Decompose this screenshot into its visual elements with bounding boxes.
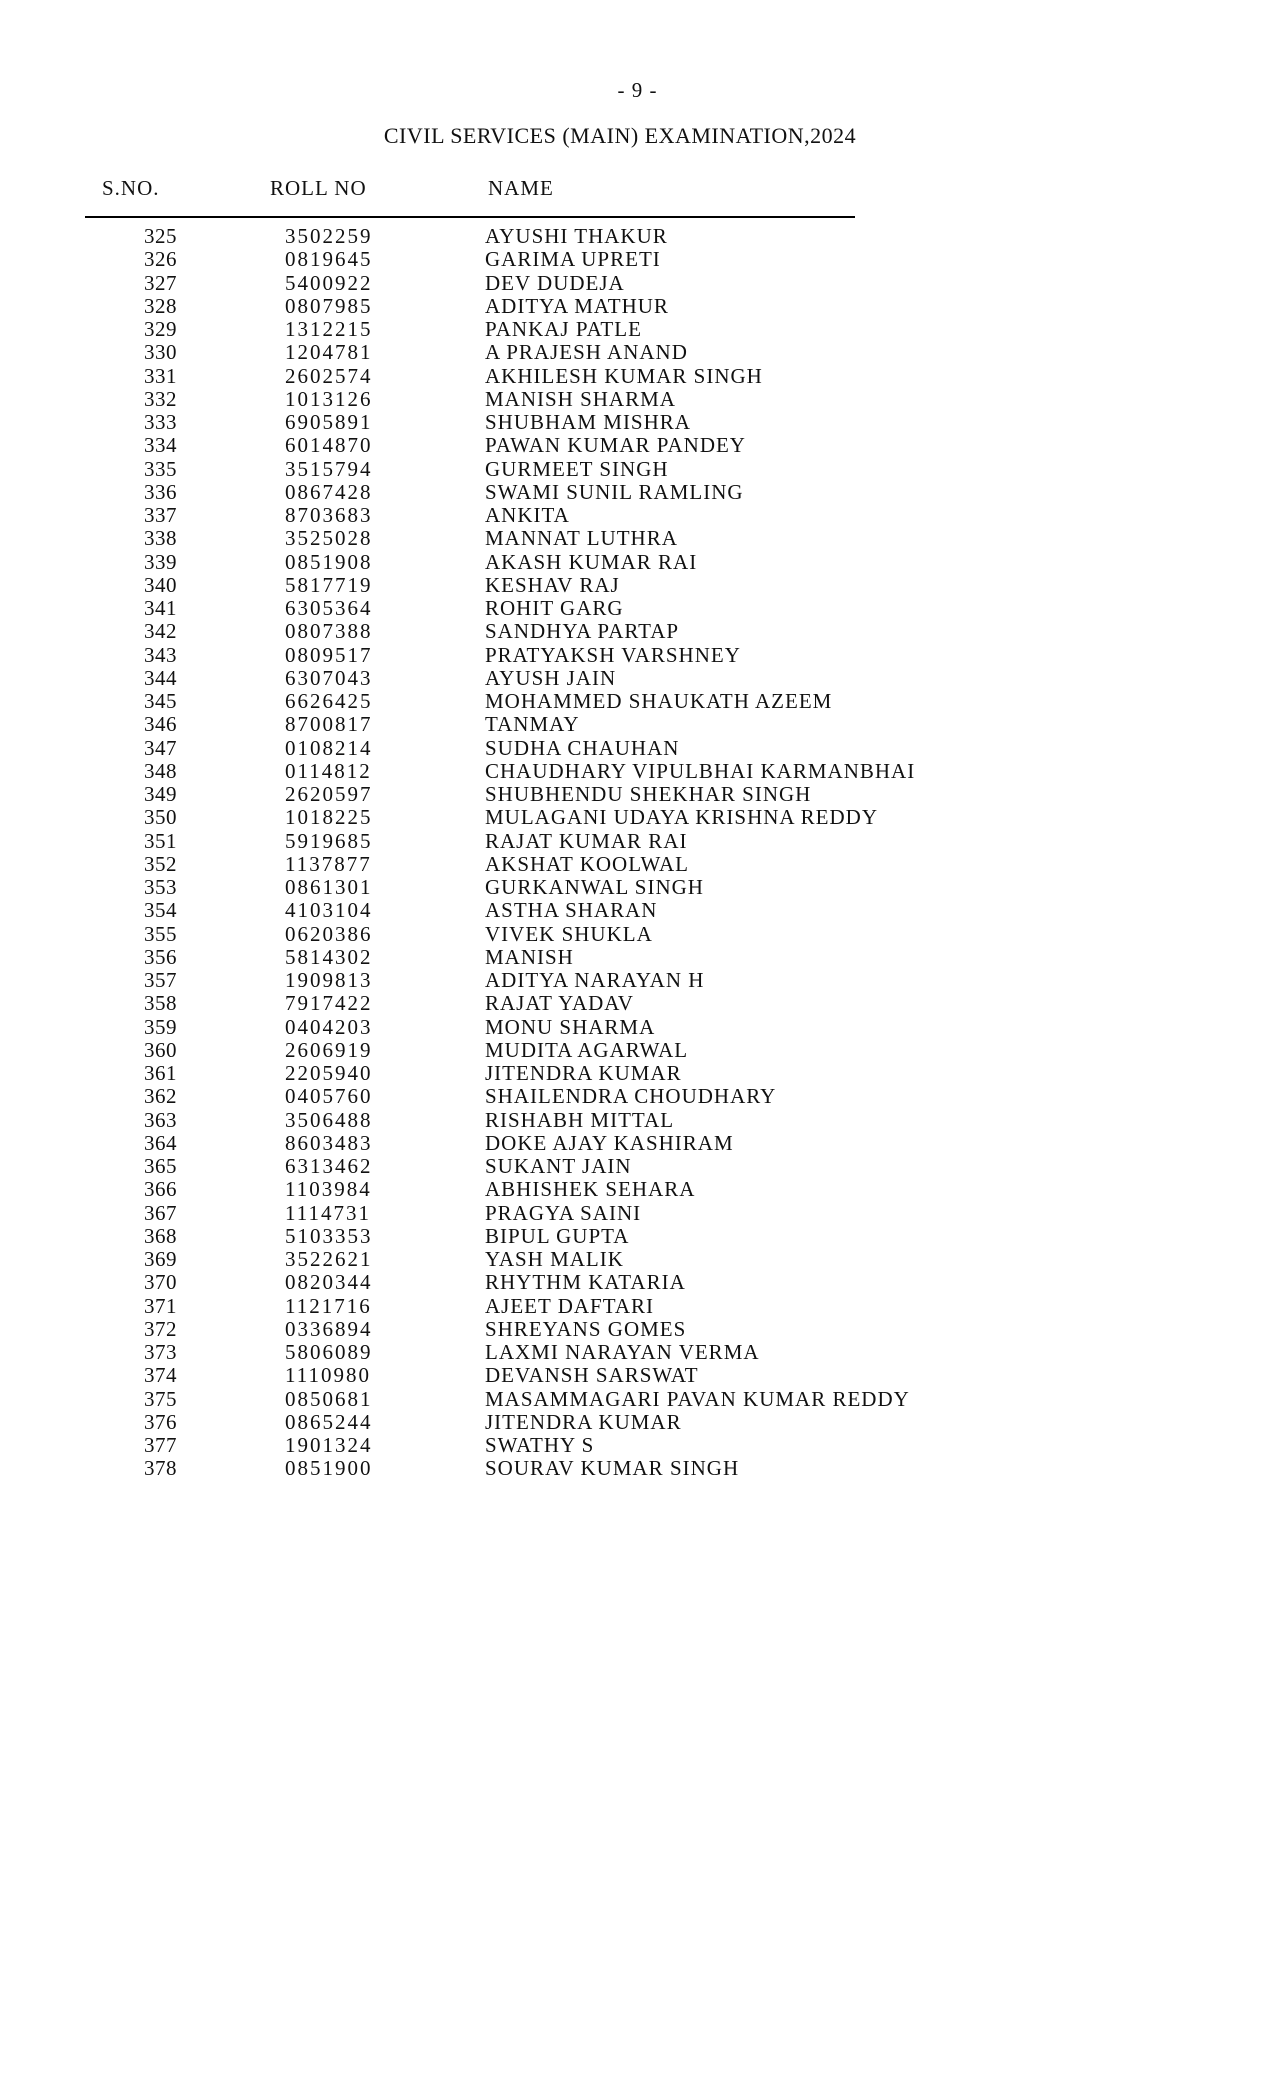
roll-number-cell: 3515794 bbox=[285, 456, 373, 481]
roll-number-cell: 1018225 bbox=[285, 805, 373, 830]
column-header-roll-no: ROLL NO bbox=[270, 176, 367, 200]
candidate-name-cell: SHAILENDRA CHOUDHARY bbox=[485, 1084, 777, 1109]
page-number: - 9 - bbox=[617, 78, 658, 102]
candidate-name-cell: DEVANSH SARSWAT bbox=[485, 1363, 699, 1388]
serial-number-cell: 364 bbox=[144, 1130, 177, 1155]
table-row bbox=[0, 969, 1275, 992]
table-row bbox=[0, 1411, 1275, 1434]
serial-number-cell: 348 bbox=[144, 758, 177, 783]
table-row bbox=[0, 830, 1275, 853]
candidate-name-cell: MONU SHARMA bbox=[485, 1014, 656, 1039]
serial-number-cell: 367 bbox=[144, 1200, 177, 1225]
table-row bbox=[0, 388, 1275, 411]
roll-number-cell: 1901324 bbox=[285, 1433, 373, 1457]
serial-number-cell: 341 bbox=[144, 596, 177, 620]
serial-number-cell: 347 bbox=[144, 735, 177, 760]
serial-number-cell: 374 bbox=[144, 1363, 177, 1388]
serial-number-cell: 378 bbox=[144, 1456, 177, 1481]
table-row bbox=[0, 1202, 1275, 1225]
roll-number-cell: 0620386 bbox=[285, 921, 373, 946]
candidate-name-cell: MANISH bbox=[485, 944, 574, 969]
table-row bbox=[0, 1341, 1275, 1364]
roll-number-cell: 2602574 bbox=[285, 363, 373, 388]
roll-number-cell: 0807985 bbox=[285, 293, 373, 318]
candidate-name-cell: YASH MALIK bbox=[485, 1247, 624, 1271]
roll-number-cell: 2205940 bbox=[285, 1061, 373, 1085]
roll-number-cell: 8703683 bbox=[285, 503, 373, 527]
roll-number-cell: 5400922 bbox=[285, 270, 373, 295]
serial-number-cell: 358 bbox=[144, 991, 177, 1016]
roll-number-cell: 1114731 bbox=[285, 1200, 371, 1225]
roll-number-cell: 0108214 bbox=[285, 735, 373, 760]
candidate-name-cell: VIVEK SHUKLA bbox=[485, 921, 653, 946]
serial-number-cell: 360 bbox=[144, 1037, 177, 1062]
roll-number-cell: 3525028 bbox=[285, 526, 373, 551]
serial-number-cell: 350 bbox=[144, 805, 177, 830]
candidate-name-cell: AKSHAT KOOLWAL bbox=[485, 851, 689, 876]
candidate-name-cell: SUKANT JAIN bbox=[485, 1154, 632, 1178]
roll-number-cell: 5817719 bbox=[285, 572, 373, 597]
table-row bbox=[0, 690, 1275, 713]
table-row bbox=[0, 876, 1275, 899]
roll-number-cell: 0404203 bbox=[285, 1014, 373, 1039]
roll-number-cell: 5814302 bbox=[285, 944, 373, 969]
table-row bbox=[0, 481, 1275, 504]
table-row bbox=[0, 923, 1275, 946]
candidate-name-cell: JITENDRA KUMAR bbox=[485, 1409, 682, 1434]
roll-number-cell: 0819645 bbox=[285, 247, 373, 272]
serial-number-cell: 368 bbox=[144, 1223, 177, 1248]
serial-number-cell: 336 bbox=[144, 479, 177, 504]
serial-number-cell: 332 bbox=[144, 386, 177, 411]
table-row bbox=[0, 1457, 1275, 1480]
candidate-name-cell: DEV DUDEJA bbox=[485, 270, 625, 295]
candidate-name-cell: PRAGYA SAINI bbox=[485, 1200, 642, 1225]
roll-number-cell: 6014870 bbox=[285, 433, 373, 458]
serial-number-cell: 359 bbox=[144, 1014, 177, 1039]
roll-number-cell: 2606919 bbox=[285, 1037, 373, 1062]
serial-number-cell: 375 bbox=[144, 1386, 177, 1411]
table-row bbox=[0, 341, 1275, 364]
roll-number-cell: 5806089 bbox=[285, 1340, 373, 1364]
table-row bbox=[0, 760, 1275, 783]
serial-number-cell: 328 bbox=[144, 293, 177, 318]
table-row bbox=[0, 527, 1275, 550]
candidate-name-cell: SWATHY S bbox=[485, 1433, 595, 1457]
results-table bbox=[0, 225, 1275, 1481]
table-row bbox=[0, 713, 1275, 736]
roll-number-cell: 1204781 bbox=[285, 340, 373, 365]
roll-number-cell: 6305364 bbox=[285, 596, 373, 620]
serial-number-cell: 325 bbox=[144, 224, 177, 248]
table-row bbox=[0, 225, 1275, 248]
candidate-name-cell: SANDHYA PARTAP bbox=[485, 619, 680, 644]
roll-number-cell: 1137877 bbox=[285, 851, 372, 876]
serial-number-cell: 334 bbox=[144, 433, 177, 458]
serial-number-cell: 335 bbox=[144, 456, 177, 481]
serial-number-cell: 355 bbox=[144, 921, 177, 946]
candidate-name-cell: PRATYAKSH VARSHNEY bbox=[485, 642, 741, 667]
candidate-name-cell: ADITYA MATHUR bbox=[485, 293, 669, 318]
candidate-name-cell: PANKAJ PATLE bbox=[485, 317, 642, 341]
table-row bbox=[0, 946, 1275, 969]
candidate-name-cell: CHAUDHARY VIPULBHAI KARMANBHAI bbox=[485, 758, 916, 783]
serial-number-cell: 369 bbox=[144, 1247, 177, 1271]
table-row bbox=[0, 1318, 1275, 1341]
candidate-name-cell: ADITYA NARAYAN H bbox=[485, 968, 705, 992]
candidate-name-cell: GARIMA UPRETI bbox=[485, 247, 661, 272]
roll-number-cell: 5103353 bbox=[285, 1223, 373, 1248]
candidate-name-cell: AYUSH JAIN bbox=[485, 665, 617, 690]
table-row bbox=[0, 1085, 1275, 1108]
roll-number-cell: 8700817 bbox=[285, 712, 373, 737]
roll-number-cell: 5919685 bbox=[285, 828, 373, 853]
roll-number-cell: 0809517 bbox=[285, 642, 373, 667]
table-row bbox=[0, 1271, 1275, 1294]
candidate-name-cell: RAJAT YADAV bbox=[485, 991, 634, 1016]
candidate-name-cell: AJEET DAFTARI bbox=[485, 1293, 655, 1318]
roll-number-cell: 6626425 bbox=[285, 689, 373, 713]
table-row bbox=[0, 1178, 1275, 1201]
serial-number-cell: 340 bbox=[144, 572, 177, 597]
serial-number-cell: 329 bbox=[144, 317, 177, 341]
roll-number-cell: 0405760 bbox=[285, 1084, 373, 1109]
serial-number-cell: 377 bbox=[144, 1433, 177, 1457]
roll-number-cell: 2620597 bbox=[285, 782, 373, 806]
roll-number-cell: 6307043 bbox=[285, 665, 373, 690]
roll-number-cell: 1013126 bbox=[285, 386, 373, 411]
serial-number-cell: 373 bbox=[144, 1340, 177, 1364]
candidate-name-cell: ABHISHEK SEHARA bbox=[485, 1177, 696, 1202]
serial-number-cell: 376 bbox=[144, 1409, 177, 1434]
roll-number-cell: 7917422 bbox=[285, 991, 373, 1016]
table-row bbox=[0, 806, 1275, 829]
candidate-name-cell: ROHIT GARG bbox=[485, 596, 624, 620]
serial-number-cell: 371 bbox=[144, 1293, 177, 1318]
serial-number-cell: 366 bbox=[144, 1177, 177, 1202]
serial-number-cell: 370 bbox=[144, 1270, 177, 1295]
roll-number-cell: 0820344 bbox=[285, 1270, 373, 1295]
table-row bbox=[0, 1364, 1275, 1387]
candidate-name-cell: RISHABH MITTAL bbox=[485, 1107, 675, 1132]
table-row bbox=[0, 644, 1275, 667]
candidate-name-cell: SHUBHAM MISHRA bbox=[485, 410, 691, 434]
table-row bbox=[0, 737, 1275, 760]
serial-number-cell: 345 bbox=[144, 689, 177, 713]
serial-number-cell: 342 bbox=[144, 619, 177, 644]
candidate-name-cell: AKASH KUMAR RAI bbox=[485, 549, 698, 574]
serial-number-cell: 338 bbox=[144, 526, 177, 551]
serial-number-cell: 343 bbox=[144, 642, 177, 667]
roll-number-cell: 0807388 bbox=[285, 619, 373, 644]
table-row bbox=[0, 1295, 1275, 1318]
serial-number-cell: 353 bbox=[144, 875, 177, 899]
roll-number-cell: 0861301 bbox=[285, 875, 373, 899]
candidate-name-cell: BIPUL GUPTA bbox=[485, 1223, 630, 1248]
document-title: CIVIL SERVICES (MAIN) EXAMINATION,2024 bbox=[383, 123, 857, 148]
serial-number-cell: 363 bbox=[144, 1107, 177, 1132]
serial-number-cell: 361 bbox=[144, 1061, 177, 1085]
candidate-name-cell: RHYTHM KATARIA bbox=[485, 1270, 686, 1295]
candidate-name-cell: SWAMI SUNIL RAMLING bbox=[485, 479, 744, 504]
serial-number-cell: 326 bbox=[144, 247, 177, 272]
roll-number-cell: 6313462 bbox=[285, 1154, 373, 1178]
serial-number-cell: 356 bbox=[144, 944, 177, 969]
table-row bbox=[0, 1109, 1275, 1132]
serial-number-cell: 331 bbox=[144, 363, 177, 388]
candidate-name-cell: MOHAMMED SHAUKATH AZEEM bbox=[485, 689, 833, 713]
roll-number-cell: 0865244 bbox=[285, 1409, 373, 1434]
table-row bbox=[0, 899, 1275, 922]
candidate-name-cell: PAWAN KUMAR PANDEY bbox=[485, 433, 746, 458]
roll-number-cell: 1110980 bbox=[285, 1363, 371, 1388]
candidate-name-cell: KESHAV RAJ bbox=[485, 572, 620, 597]
table-row bbox=[0, 853, 1275, 876]
serial-number-cell: 337 bbox=[144, 503, 177, 527]
roll-number-cell: 6905891 bbox=[285, 410, 373, 434]
table-row bbox=[0, 620, 1275, 643]
candidate-name-cell: SOURAV KUMAR SINGH bbox=[485, 1456, 740, 1481]
candidate-name-cell: A PRAJESH ANAND bbox=[485, 340, 688, 365]
roll-number-cell: 1909813 bbox=[285, 968, 373, 992]
roll-number-cell: 4103104 bbox=[285, 898, 373, 923]
serial-number-cell: 349 bbox=[144, 782, 177, 806]
candidate-name-cell: RAJAT KUMAR RAI bbox=[485, 828, 688, 853]
serial-number-cell: 357 bbox=[144, 968, 177, 992]
serial-number-cell: 352 bbox=[144, 851, 177, 876]
candidate-name-cell: SHUBHENDU SHEKHAR SINGH bbox=[485, 782, 812, 806]
candidate-name-cell: AYUSHI THAKUR bbox=[485, 224, 668, 248]
table-row bbox=[0, 1225, 1275, 1248]
table-row bbox=[0, 411, 1275, 434]
serial-number-cell: 351 bbox=[144, 828, 177, 853]
roll-number-cell: 0851908 bbox=[285, 549, 373, 574]
serial-number-cell: 344 bbox=[144, 665, 177, 690]
roll-number-cell: 1312215 bbox=[285, 317, 373, 341]
candidate-name-cell: MANISH SHARMA bbox=[485, 386, 676, 411]
candidate-name-cell: DOKE AJAY KASHIRAM bbox=[485, 1130, 734, 1155]
candidate-name-cell: SUDHA CHAUHAN bbox=[485, 735, 680, 760]
roll-number-cell: 0867428 bbox=[285, 479, 373, 504]
table-row bbox=[0, 1155, 1275, 1178]
table-row bbox=[0, 272, 1275, 295]
serial-number-cell: 362 bbox=[144, 1084, 177, 1109]
serial-number-cell: 346 bbox=[144, 712, 177, 737]
candidate-name-cell: ASTHA SHARAN bbox=[485, 898, 658, 923]
serial-number-cell: 333 bbox=[144, 410, 177, 434]
table-row bbox=[0, 318, 1275, 341]
table-row bbox=[0, 1248, 1275, 1271]
serial-number-cell: 339 bbox=[144, 549, 177, 574]
candidate-name-cell: JITENDRA KUMAR bbox=[485, 1061, 682, 1085]
candidate-name-cell: SHREYANS GOMES bbox=[485, 1316, 687, 1341]
candidate-name-cell: MUDITA AGARWAL bbox=[485, 1037, 689, 1062]
roll-number-cell: 0336894 bbox=[285, 1316, 373, 1341]
table-row bbox=[0, 551, 1275, 574]
candidate-name-cell: GURKANWAL SINGH bbox=[485, 875, 704, 899]
candidate-name-cell: TANMAY bbox=[485, 712, 580, 737]
serial-number-cell: 327 bbox=[144, 270, 177, 295]
candidate-name-cell: AKHILESH KUMAR SINGH bbox=[485, 363, 763, 388]
candidate-name-cell: MANNAT LUTHRA bbox=[485, 526, 678, 551]
serial-number-cell: 372 bbox=[144, 1316, 177, 1341]
candidate-name-cell: MULAGANI UDAYA KRISHNA REDDY bbox=[485, 805, 878, 830]
roll-number-cell: 3506488 bbox=[285, 1107, 373, 1132]
roll-number-cell: 0114812 bbox=[285, 758, 372, 783]
table-row bbox=[0, 1388, 1275, 1411]
candidate-name-cell: ANKITA bbox=[485, 503, 570, 527]
column-header-sno: S.NO. bbox=[102, 176, 160, 200]
table-row bbox=[0, 295, 1275, 318]
table-row bbox=[0, 667, 1275, 690]
table-row bbox=[0, 1039, 1275, 1062]
candidate-name-cell: MASAMMAGARI PAVAN KUMAR REDDY bbox=[485, 1386, 910, 1411]
table-row bbox=[0, 992, 1275, 1015]
roll-number-cell: 0851900 bbox=[285, 1456, 373, 1481]
roll-number-cell: 8603483 bbox=[285, 1130, 373, 1155]
table-header-rule bbox=[85, 216, 855, 218]
table-row bbox=[0, 504, 1275, 527]
serial-number-cell: 330 bbox=[144, 340, 177, 365]
table-row bbox=[0, 574, 1275, 597]
table-row bbox=[0, 783, 1275, 806]
table-row bbox=[0, 1132, 1275, 1155]
table-row bbox=[0, 458, 1275, 481]
table-row bbox=[0, 365, 1275, 388]
serial-number-cell: 365 bbox=[144, 1154, 177, 1178]
roll-number-cell: 3502259 bbox=[285, 224, 373, 248]
serial-number-cell: 354 bbox=[144, 898, 177, 923]
table-row bbox=[0, 1016, 1275, 1039]
candidate-name-cell: GURMEET SINGH bbox=[485, 456, 669, 481]
candidate-name-cell: LAXMI NARAYAN VERMA bbox=[485, 1340, 760, 1364]
table-row bbox=[0, 1062, 1275, 1085]
roll-number-cell: 1103984 bbox=[285, 1177, 372, 1202]
table-row bbox=[0, 434, 1275, 457]
column-header-name: NAME bbox=[488, 176, 554, 200]
roll-number-cell: 3522621 bbox=[285, 1247, 373, 1271]
roll-number-cell: 1121716 bbox=[285, 1293, 372, 1318]
table-row bbox=[0, 248, 1275, 271]
roll-number-cell: 0850681 bbox=[285, 1386, 373, 1411]
table-row bbox=[0, 1434, 1275, 1457]
table-row bbox=[0, 597, 1275, 620]
